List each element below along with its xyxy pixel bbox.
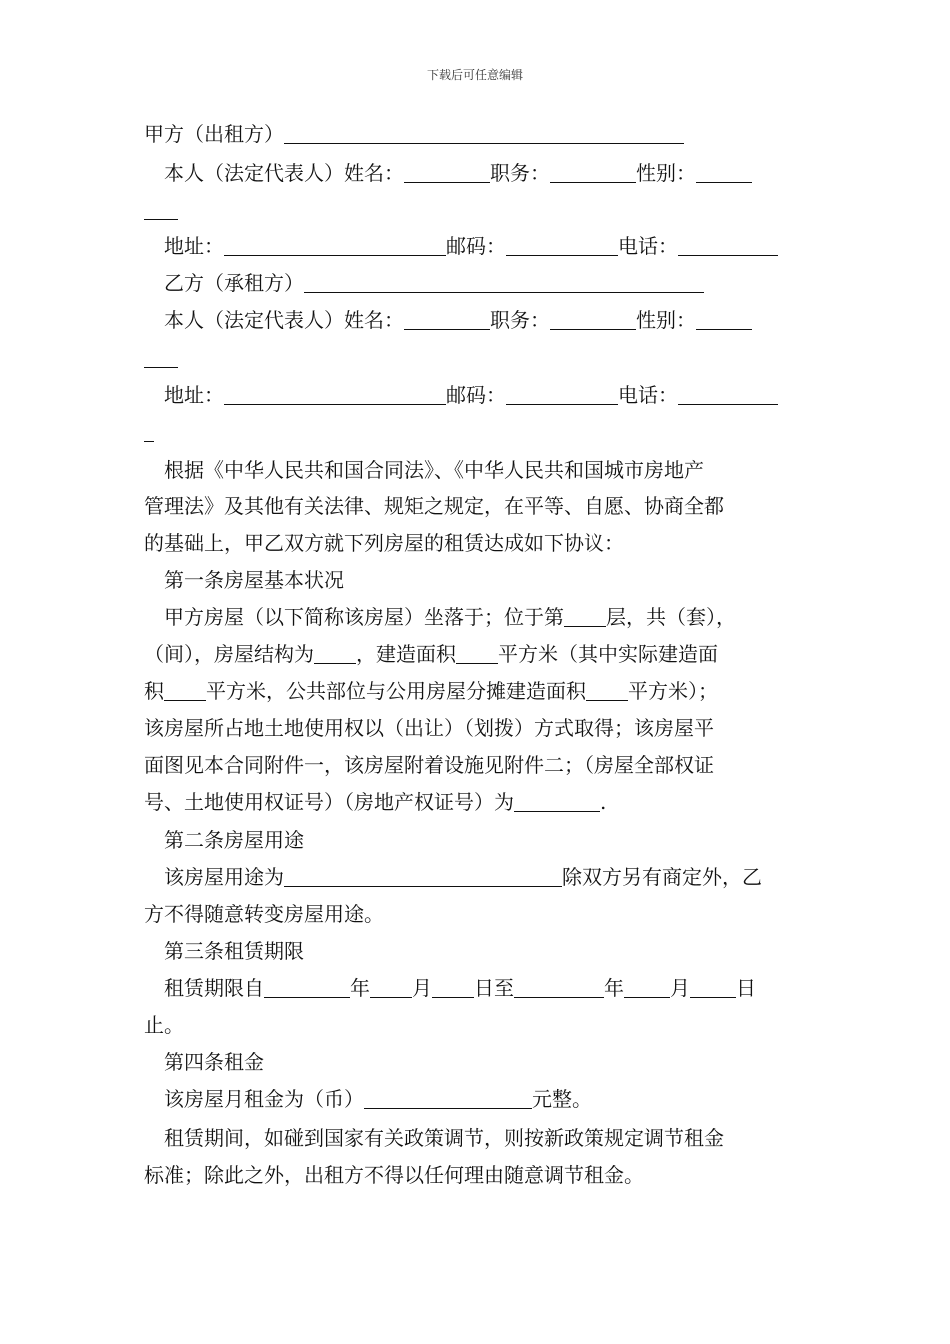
article-3-text: 月	[670, 976, 690, 1000]
monthly-rent-blank[interactable]	[364, 1086, 532, 1109]
party-b-postcode-label: 邮码：	[446, 383, 506, 407]
party-a-rep-name-blank[interactable]	[404, 160, 490, 183]
article-1-text: .	[600, 790, 607, 814]
party-a-title-line	[144, 116, 814, 152]
party-b-phone-blank[interactable]	[678, 382, 778, 405]
party-a-title: 甲方（出租方）	[144, 122, 284, 146]
article-4-text: 该房屋月租金为（币）	[164, 1087, 364, 1111]
party-b-gender-blank-2[interactable]	[144, 345, 178, 368]
floor-blank[interactable]	[564, 604, 606, 627]
party-a-phone-blank[interactable]	[678, 233, 778, 256]
article-2-text: 该房屋用途为	[164, 865, 284, 889]
party-b-title-line	[144, 265, 834, 301]
party-b-address-line	[144, 377, 834, 413]
party-a-position-blank[interactable]	[550, 160, 636, 183]
article-1-text: 平方米（其中实际建造面	[498, 642, 718, 666]
party-b-phone-blank-cont	[144, 414, 814, 450]
article-1-text: 甲方房屋（以下简称该房屋）坐落于；位于第	[164, 605, 564, 629]
party-a-rep-line	[144, 155, 834, 191]
party-b-postcode-blank[interactable]	[506, 382, 618, 405]
party-a-postcode-blank[interactable]	[506, 233, 618, 256]
party-a-postcode-label: 邮码：	[446, 234, 506, 258]
party-b-rep-name-blank[interactable]	[404, 307, 490, 330]
party-b-address-label: 地址：	[164, 383, 224, 407]
end-year-blank[interactable]	[514, 975, 604, 998]
article-1-text: ，建造面积	[356, 642, 456, 666]
article-1-line-6	[144, 784, 814, 820]
article-3-line-1	[144, 970, 834, 1006]
article-3-text: 年	[604, 976, 624, 1000]
article-1-text: 层，共（套），	[606, 605, 736, 629]
article-1-line-5: 面图见本合同附件一，该房屋附着设施见附件二；（房屋全部权证	[144, 753, 714, 777]
article-2-line-1	[144, 859, 834, 895]
start-day-blank[interactable]	[432, 975, 474, 998]
article-1-text: 平方米）；	[628, 679, 718, 703]
party-a-rep-name-label: 本人（法定代表人）姓名：	[164, 161, 404, 185]
party-a-phone-label: 电话：	[618, 234, 678, 258]
preamble-line-3: 的基础上，甲乙双方就下列房屋的租赁达成如下协议：	[144, 531, 624, 555]
party-a-gender-label: 性别：	[636, 161, 696, 185]
party-b-gender-blank-cont	[144, 340, 814, 376]
party-a-address-line	[144, 228, 834, 264]
article-3-text: 日	[736, 976, 756, 1000]
party-a-gender-blank[interactable]	[696, 160, 752, 183]
party-b-gender-blank[interactable]	[696, 307, 752, 330]
start-month-blank[interactable]	[370, 975, 412, 998]
article-1-text: 积	[144, 679, 164, 703]
building-area-blank[interactable]	[456, 641, 498, 664]
party-a-address-blank[interactable]	[224, 233, 446, 256]
article-2-text: 除双方另有商定外，乙	[562, 865, 762, 889]
party-b-name-blank[interactable]	[304, 270, 704, 293]
party-b-position-blank[interactable]	[550, 307, 636, 330]
article-1-text: 平方米，公共部位与公用房屋分摊建造面积	[206, 679, 586, 703]
article-1-line-1	[144, 599, 834, 635]
party-a-address-label: 地址：	[164, 234, 224, 258]
article-3-title: 第三条租赁期限	[164, 939, 304, 963]
party-a-name-blank[interactable]	[284, 121, 684, 144]
article-4-line-3: 标准；除此之外，出租方不得以任何理由随意调节租金。	[144, 1163, 644, 1187]
party-b-phone-label: 电话：	[618, 383, 678, 407]
usage-blank[interactable]	[284, 864, 562, 887]
party-b-position-label: 职务：	[490, 308, 550, 332]
article-1-line-3	[144, 673, 814, 709]
party-a-gender-blank-cont	[144, 192, 814, 228]
article-4-title: 第四条租金	[164, 1050, 264, 1074]
party-b-gender-label: 性别：	[636, 308, 696, 332]
structure-blank[interactable]	[314, 641, 356, 664]
start-year-blank[interactable]	[264, 975, 350, 998]
article-1-text: （间），房屋结构为	[144, 642, 314, 666]
article-2-title: 第二条房屋用途	[164, 828, 304, 852]
article-1-text: 号、土地使用权证号）（房地产权证号）为	[144, 790, 514, 814]
party-b-title: 乙方（承租方）	[164, 271, 304, 295]
article-3-text: 月	[412, 976, 432, 1000]
party-a-position-label: 职务：	[490, 161, 550, 185]
party-b-address-blank[interactable]	[224, 382, 446, 405]
article-1-title: 第一条房屋基本状况	[164, 568, 344, 592]
end-day-blank[interactable]	[690, 975, 736, 998]
article-1-line-4: 该房屋所占地土地使用权以（出让）（划拨）方式取得；该房屋平	[144, 716, 714, 740]
article-3-text: 租赁期限自	[164, 976, 264, 1000]
article-3-text: 年	[350, 976, 370, 1000]
preamble-line-2: 管理法》及其他有关法律、规矩之规定，在平等、自愿、协商全都	[144, 494, 724, 518]
article-2-line-2: 方不得随意转变房屋用途。	[144, 902, 384, 926]
article-4-line-2: 租赁期间，如碰到国家有关政策调节，则按新政策规定调节租金	[164, 1126, 724, 1150]
page-header-note: 下载后可任意编辑	[426, 68, 523, 82]
article-4-text: 元整。	[532, 1087, 592, 1111]
actual-area-blank[interactable]	[164, 678, 206, 701]
end-month-blank[interactable]	[624, 975, 670, 998]
preamble-line-1: 根据《中华人民共和国合同法》、《中华人民共和国城市房地产	[164, 458, 704, 482]
party-b-rep-line	[144, 302, 834, 338]
party-b-rep-name-label: 本人（法定代表人）姓名：	[164, 308, 404, 332]
article-4-line-1	[144, 1081, 834, 1117]
article-1-line-2	[144, 636, 814, 672]
shared-area-blank[interactable]	[586, 678, 628, 701]
article-3-line-2: 止。	[144, 1013, 184, 1037]
certificate-number-blank[interactable]	[514, 789, 600, 812]
party-b-phone-blank-2[interactable]	[144, 419, 154, 442]
party-a-gender-blank-2[interactable]	[144, 197, 178, 220]
article-3-text: 日至	[474, 976, 514, 1000]
